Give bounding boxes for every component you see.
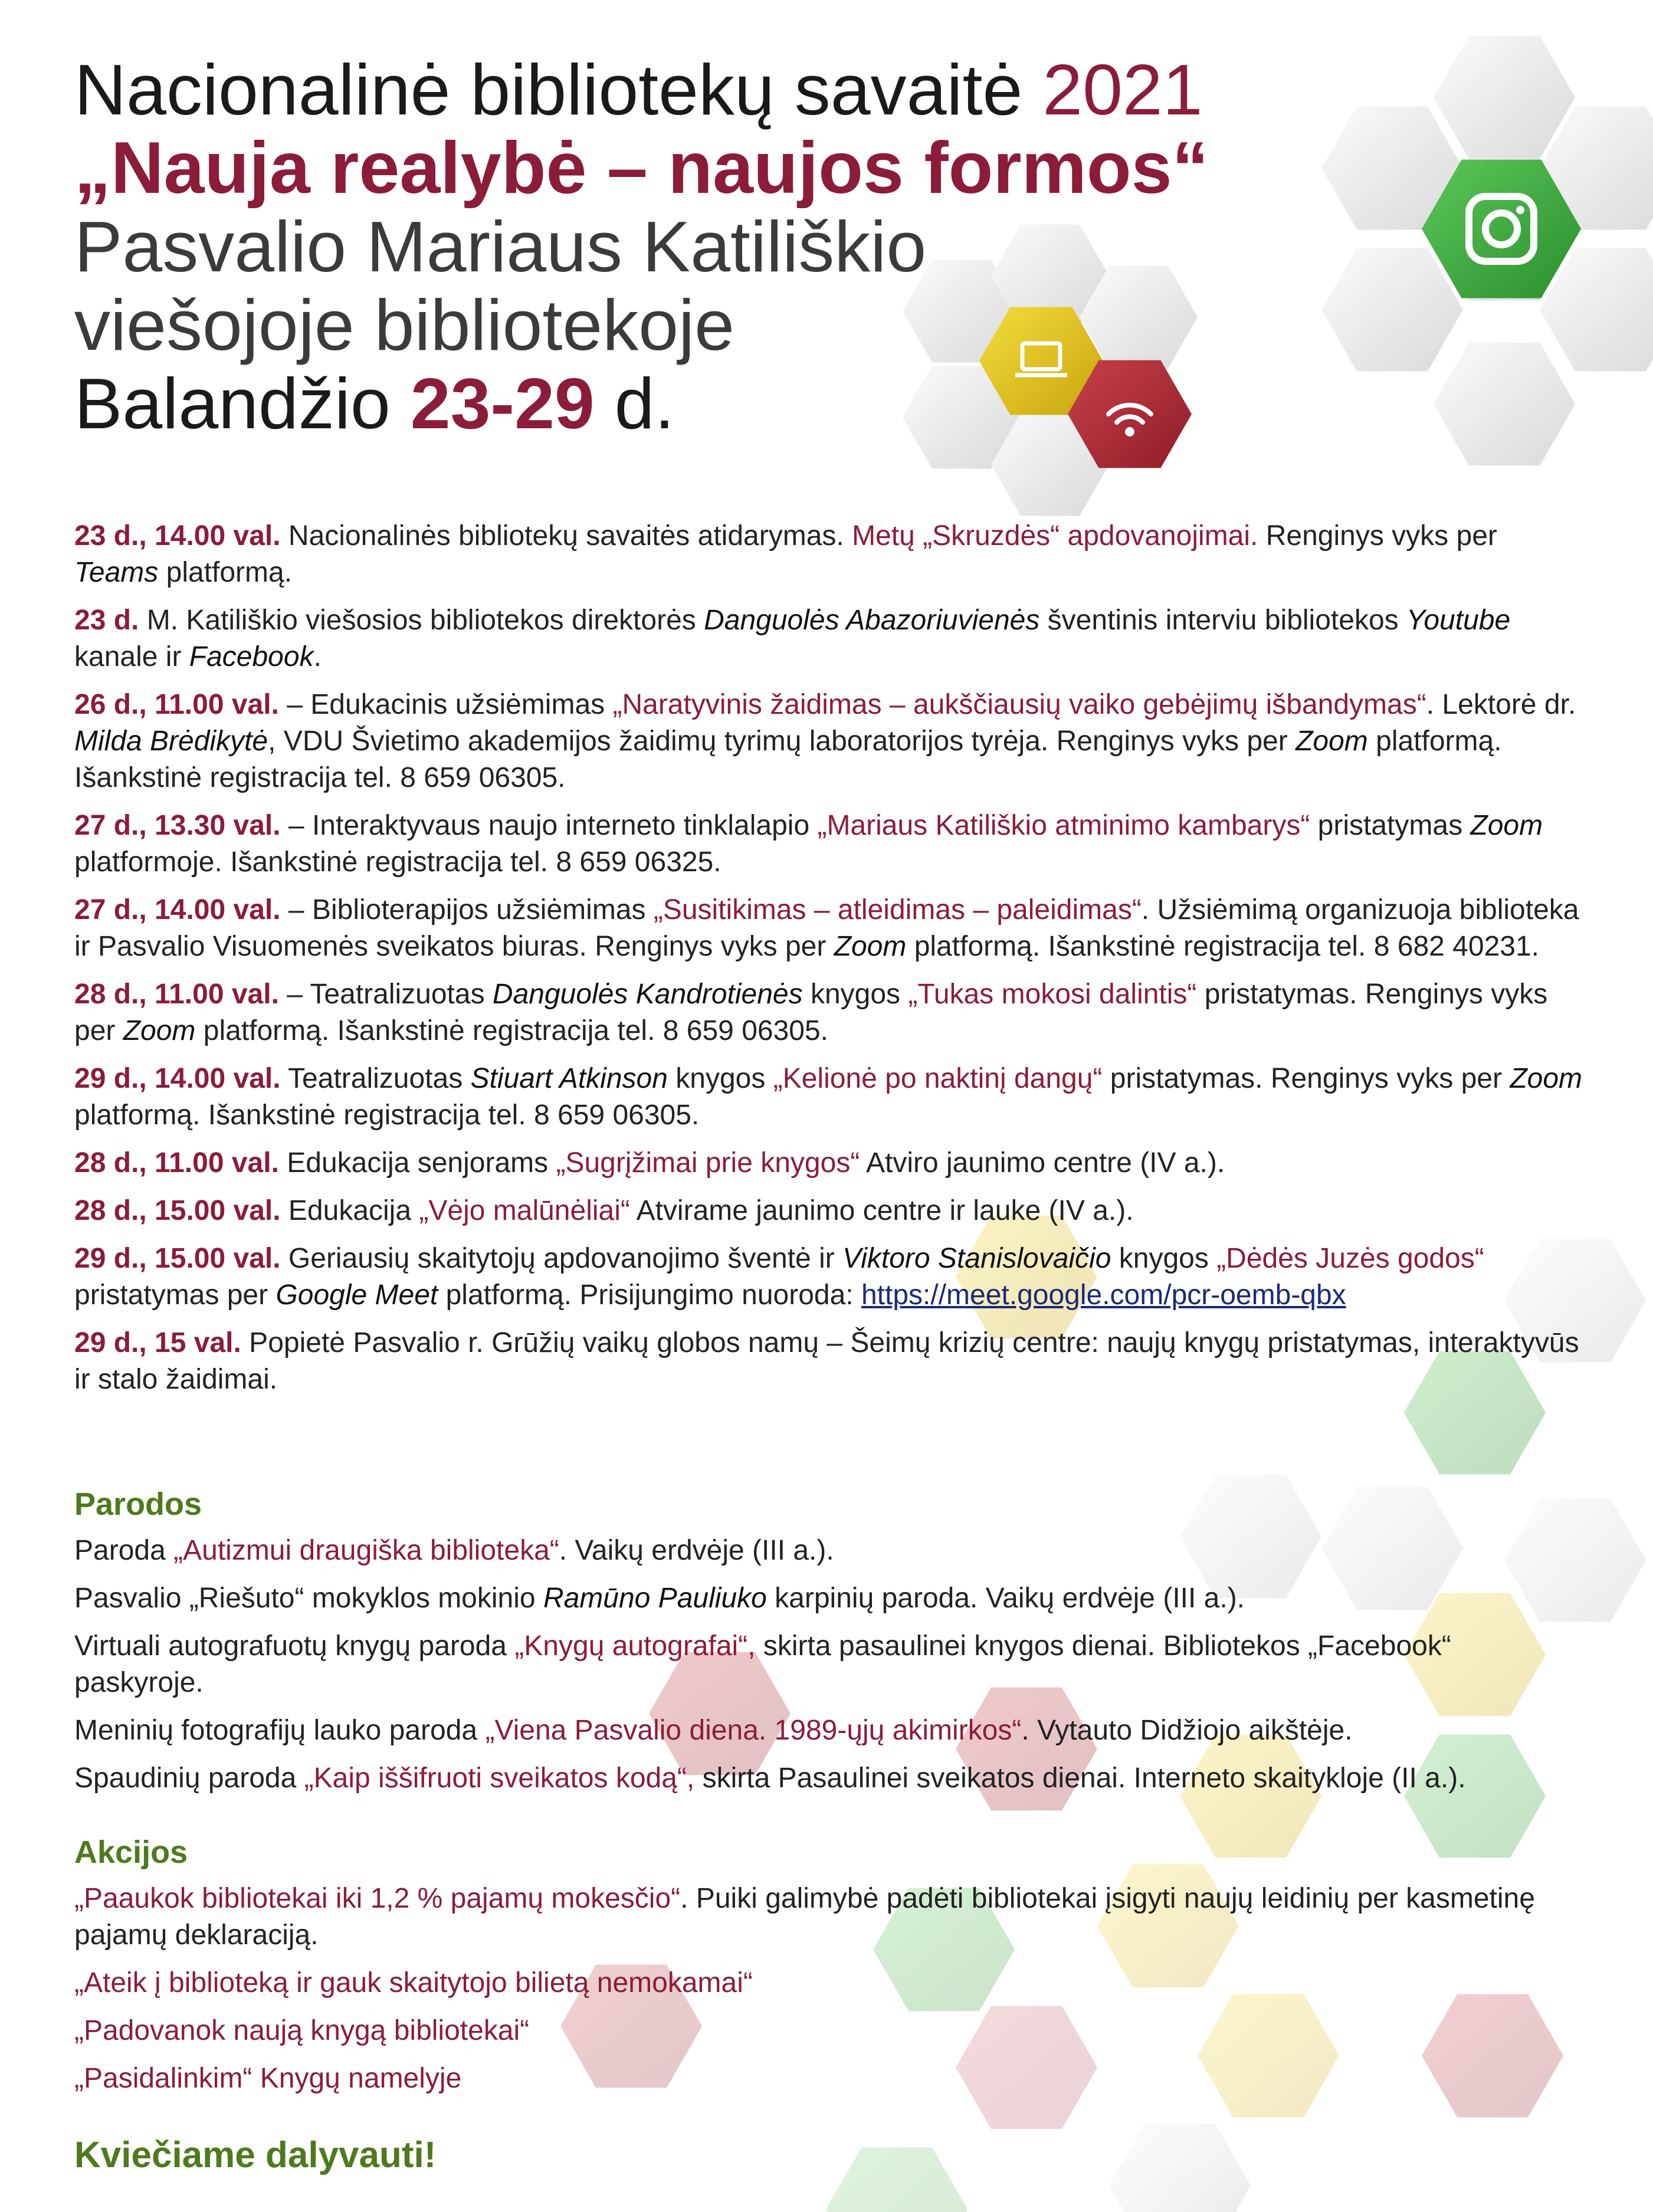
item-text: Meninių fotografijų lauko paroda [74,1715,486,1746]
event-time: 29 d., 15 val. [74,1327,241,1358]
event-platform: Zoom [1295,726,1368,757]
event-item [74,602,1585,675]
event-text: pristatymas [1310,810,1471,841]
event-time: 28 d., 11.00 val. [74,1147,279,1179]
event-item [74,518,1585,591]
top-right-hex-cluster [1321,36,1653,466]
event-text: kanale ir [74,641,189,672]
item-text: Paroda [74,1535,174,1566]
event-text: knygos [1111,1243,1217,1274]
list-item [74,2013,1585,2049]
list-item [74,1580,1585,1617]
event-time: 23 d., 14.00 val. [74,520,281,552]
date-range: 23-29 [410,363,595,444]
event-text: Popietė Pasvalio r. Grūžių vaikų globos namų – Šeimų krizių centre: naujų knygų pristatymas, interaktyvūs ir stalo žaidimai. [74,1327,1579,1395]
event-text: . Lektorė dr. [1426,689,1576,720]
event-title: „Naratyvinis žaidimas – aukščiausių vaiko gebėjimų išbandymas“ [612,689,1426,720]
parodos-section [74,1484,1585,1808]
event-text: Geriausių skaitytojų apdovanojimo šventė ir [280,1243,843,1274]
events-list [74,518,1585,1409]
item-text: . Puiki galimybė padėti bibliotekai įsigyti naujų leidinių per kasmetinę pajamų deklaraciją. [74,1883,1535,1951]
list-item [74,2060,1585,2097]
akcijos-heading: Akcijos [74,1834,188,1870]
event-platform: Zoom [1470,810,1543,841]
page-title [74,50,1203,130]
event-text: Atviro jaunimo centre (IV a.). [860,1147,1225,1179]
event-text: platformą. Išankstinė registracija tel. 8 659 06305. [74,726,1502,793]
event-title: „Vėjo malūnėliai“ [419,1195,630,1226]
event-text: – Biblioterapijos užsiėmimas [280,894,654,926]
event-platform: Zoom [123,1015,196,1046]
event-title: „Kelionė po naktinį dangų“ [773,1063,1103,1094]
event-text: Renginys vyks per [1258,520,1497,552]
event-text: platformą. Prisijungimo nuoroda: [438,1279,861,1311]
item-title: „Autizmui draugiška biblioteka“ [173,1535,559,1566]
event-title: „Tukas mokosi dalintis“ [908,979,1197,1010]
item-text: skirta pasaulinei knygos dienai. Bibliotekos „Facebook“ paskyroje. [74,1630,1451,1698]
event-item [74,1240,1585,1314]
library-name-line2: viešojoje bibliotekoje [74,285,735,365]
event-item [74,1193,1585,1229]
event-item [74,1325,1585,1398]
event-text: platformą. [158,557,293,588]
title-year: 2021 [1042,50,1203,130]
item-text: skirta Pasaulinei sveikatos dienai. Interneto skaitykloje (II a.). [694,1763,1466,1794]
list-item [74,1880,1585,1954]
item-title: „Ateik į biblioteką ir gauk skaitytojo bilietą nemokamai“ [74,1967,753,1998]
event-person: Stiuart Atkinson [470,1063,668,1094]
event-text: Edukacija [280,1195,419,1226]
event-title: „Susitikimas – atleidimas – paleidimas“ [653,894,1142,926]
event-text: pristatymas. Renginys vyks per [1102,1063,1510,1094]
item-title: „Paaukok bibliotekai iki 1,2 % pajamų mokesčio“ [74,1883,681,1914]
event-platform: Zoom [1510,1063,1583,1094]
item-title: „Viena Pasvalio diena. 1989-ųjų akimirkos“ [485,1715,1022,1746]
list-item [74,1628,1585,1701]
event-time: 28 d., 15.00 val. [74,1195,281,1226]
event-text: knygos [802,979,909,1010]
meet-link[interactable]: https://meet.google.com/pcr-oemb-qbx [861,1279,1346,1311]
event-text: Atvirame jaunimo centre ir lauke (IV a.). [629,1195,1134,1226]
event-platform: Youtube [1406,605,1511,636]
event-time: 29 d., 14.00 val. [74,1063,281,1094]
event-time: 27 d., 13.30 val. [74,810,281,841]
date-line [74,365,1195,443]
item-person: Ramūno Pauliuko [543,1583,767,1614]
date-prefix: Balandžio [74,363,411,444]
item-text: Pasvalio „Riešuto“ mokyklos mokinio [74,1583,543,1614]
event-person: Danguolės Kandrotienės [492,979,803,1010]
item-text: Virtuali autografuotų knygų paroda [74,1630,515,1662]
event-title: „Dėdės Juzės godos“ [1216,1243,1484,1274]
library-name-line1: Pasvalio Mariaus Katiliškio [74,206,927,287]
event-text: . Užsiėmimą organizuoja biblioteka ir Pasvalio Visuomenės sveikatos biuras. Renginys vyks per [74,894,1579,962]
event-platform: Zoom [834,931,907,962]
event-text: – Edukacinis užsiėmimas [278,689,613,720]
event-text: platformą. Išankstinė registracija tel. 8 659 06305. [195,1015,829,1046]
akcijos-section [74,1832,1585,2108]
event-title: „Sugrįžimai prie knygos“ [556,1147,860,1179]
event-text: pristatymas per [74,1279,276,1311]
event-text: Edukacija senjorams [278,1147,556,1179]
event-text: Nacionalinės bibliotekų savaitės atidarymas. [280,520,852,552]
parodos-heading: Parodos [74,1486,202,1522]
event-text: – Teatralizuotas [278,979,493,1010]
event-text: platformoje. Išankstinė registracija tel. 8 659 06325. [74,846,721,878]
event-text: . [313,641,322,672]
event-text: M. Katiliškio viešosios bibliotekos direktorės [139,605,704,636]
event-item [74,1145,1585,1182]
event-item [74,976,1585,1049]
event-person: Viktoro Stanislovaičio [842,1243,1111,1274]
item-text: karpinių paroda. Vaikų erdvėje (III a.). [766,1583,1245,1614]
event-title: Metų „Skruzdės“ apdovanojimai. [852,520,1258,552]
event-text: šventinis interviu bibliotekos [1039,605,1406,636]
event-time: 28 d., 11.00 val. [74,979,279,1010]
list-item [74,1760,1585,1797]
event-time: 27 d., 14.00 val. [74,894,281,926]
item-text: . Vytauto Didžiojo aikštėje. [1021,1715,1353,1746]
item-text: Spaudinių paroda [74,1763,304,1794]
event-item [74,892,1585,965]
header [74,50,1209,444]
event-platform: Google Meet [276,1279,438,1311]
event-time: 29 d., 15.00 val. [74,1243,281,1274]
list-item [74,1532,1585,1569]
event-time: 26 d., 11.00 val. [74,689,279,720]
event-platform: Facebook [189,641,314,672]
event-title: „Mariaus Katiliškio atminimo kambarys“ [817,810,1310,841]
closing-call: Kviečiame dalyvauti! [74,2135,437,2175]
subtitle: „Nauja realybė – naujos formos“ [74,127,1209,209]
item-title: „Knygų autografai“, [514,1630,756,1662]
event-text: pristatymas. Renginys vyks per [74,979,1548,1046]
item-title: „Padovanok naują knygą bibliotekai“ [74,2015,530,2046]
event-person: Milda Brėdikytė [74,726,268,757]
item-title: „Kaip iššifruoti sveikatos kodą“, [304,1763,695,1794]
event-person: Danguolės Abazoriuvienės [704,605,1040,636]
event-text: , VDU Švietimo akademijos žaidimų tyrimų laboratorijos tyrėja. Renginys vyks per [268,726,1296,757]
list-item [74,1712,1585,1749]
event-platform: Teams [74,557,159,588]
event-text: – Interaktyvaus naujo interneto tinklalapio [280,810,818,841]
event-item [74,1061,1585,1134]
event-text: Teatralizuotas [280,1063,471,1094]
event-item [74,687,1585,796]
date-suffix: d. [594,363,675,444]
title-text: Nacionalinė bibliotekų savaitė [74,50,1043,130]
item-text: . Vaikų erdvėje (III a.). [559,1535,834,1566]
item-title: „Pasidalinkim“ Knygų namelyje [74,2063,462,2094]
event-item [74,808,1585,881]
event-text: knygos [667,1063,773,1094]
event-time: 23 d. [74,605,139,636]
list-item [74,1965,1585,2001]
event-text: platformą. Išankstinė registracija tel. 8 659 06305. [74,1100,700,1131]
event-text: platformą. Išankstinė registracija tel. 8 682 40231. [906,931,1539,962]
